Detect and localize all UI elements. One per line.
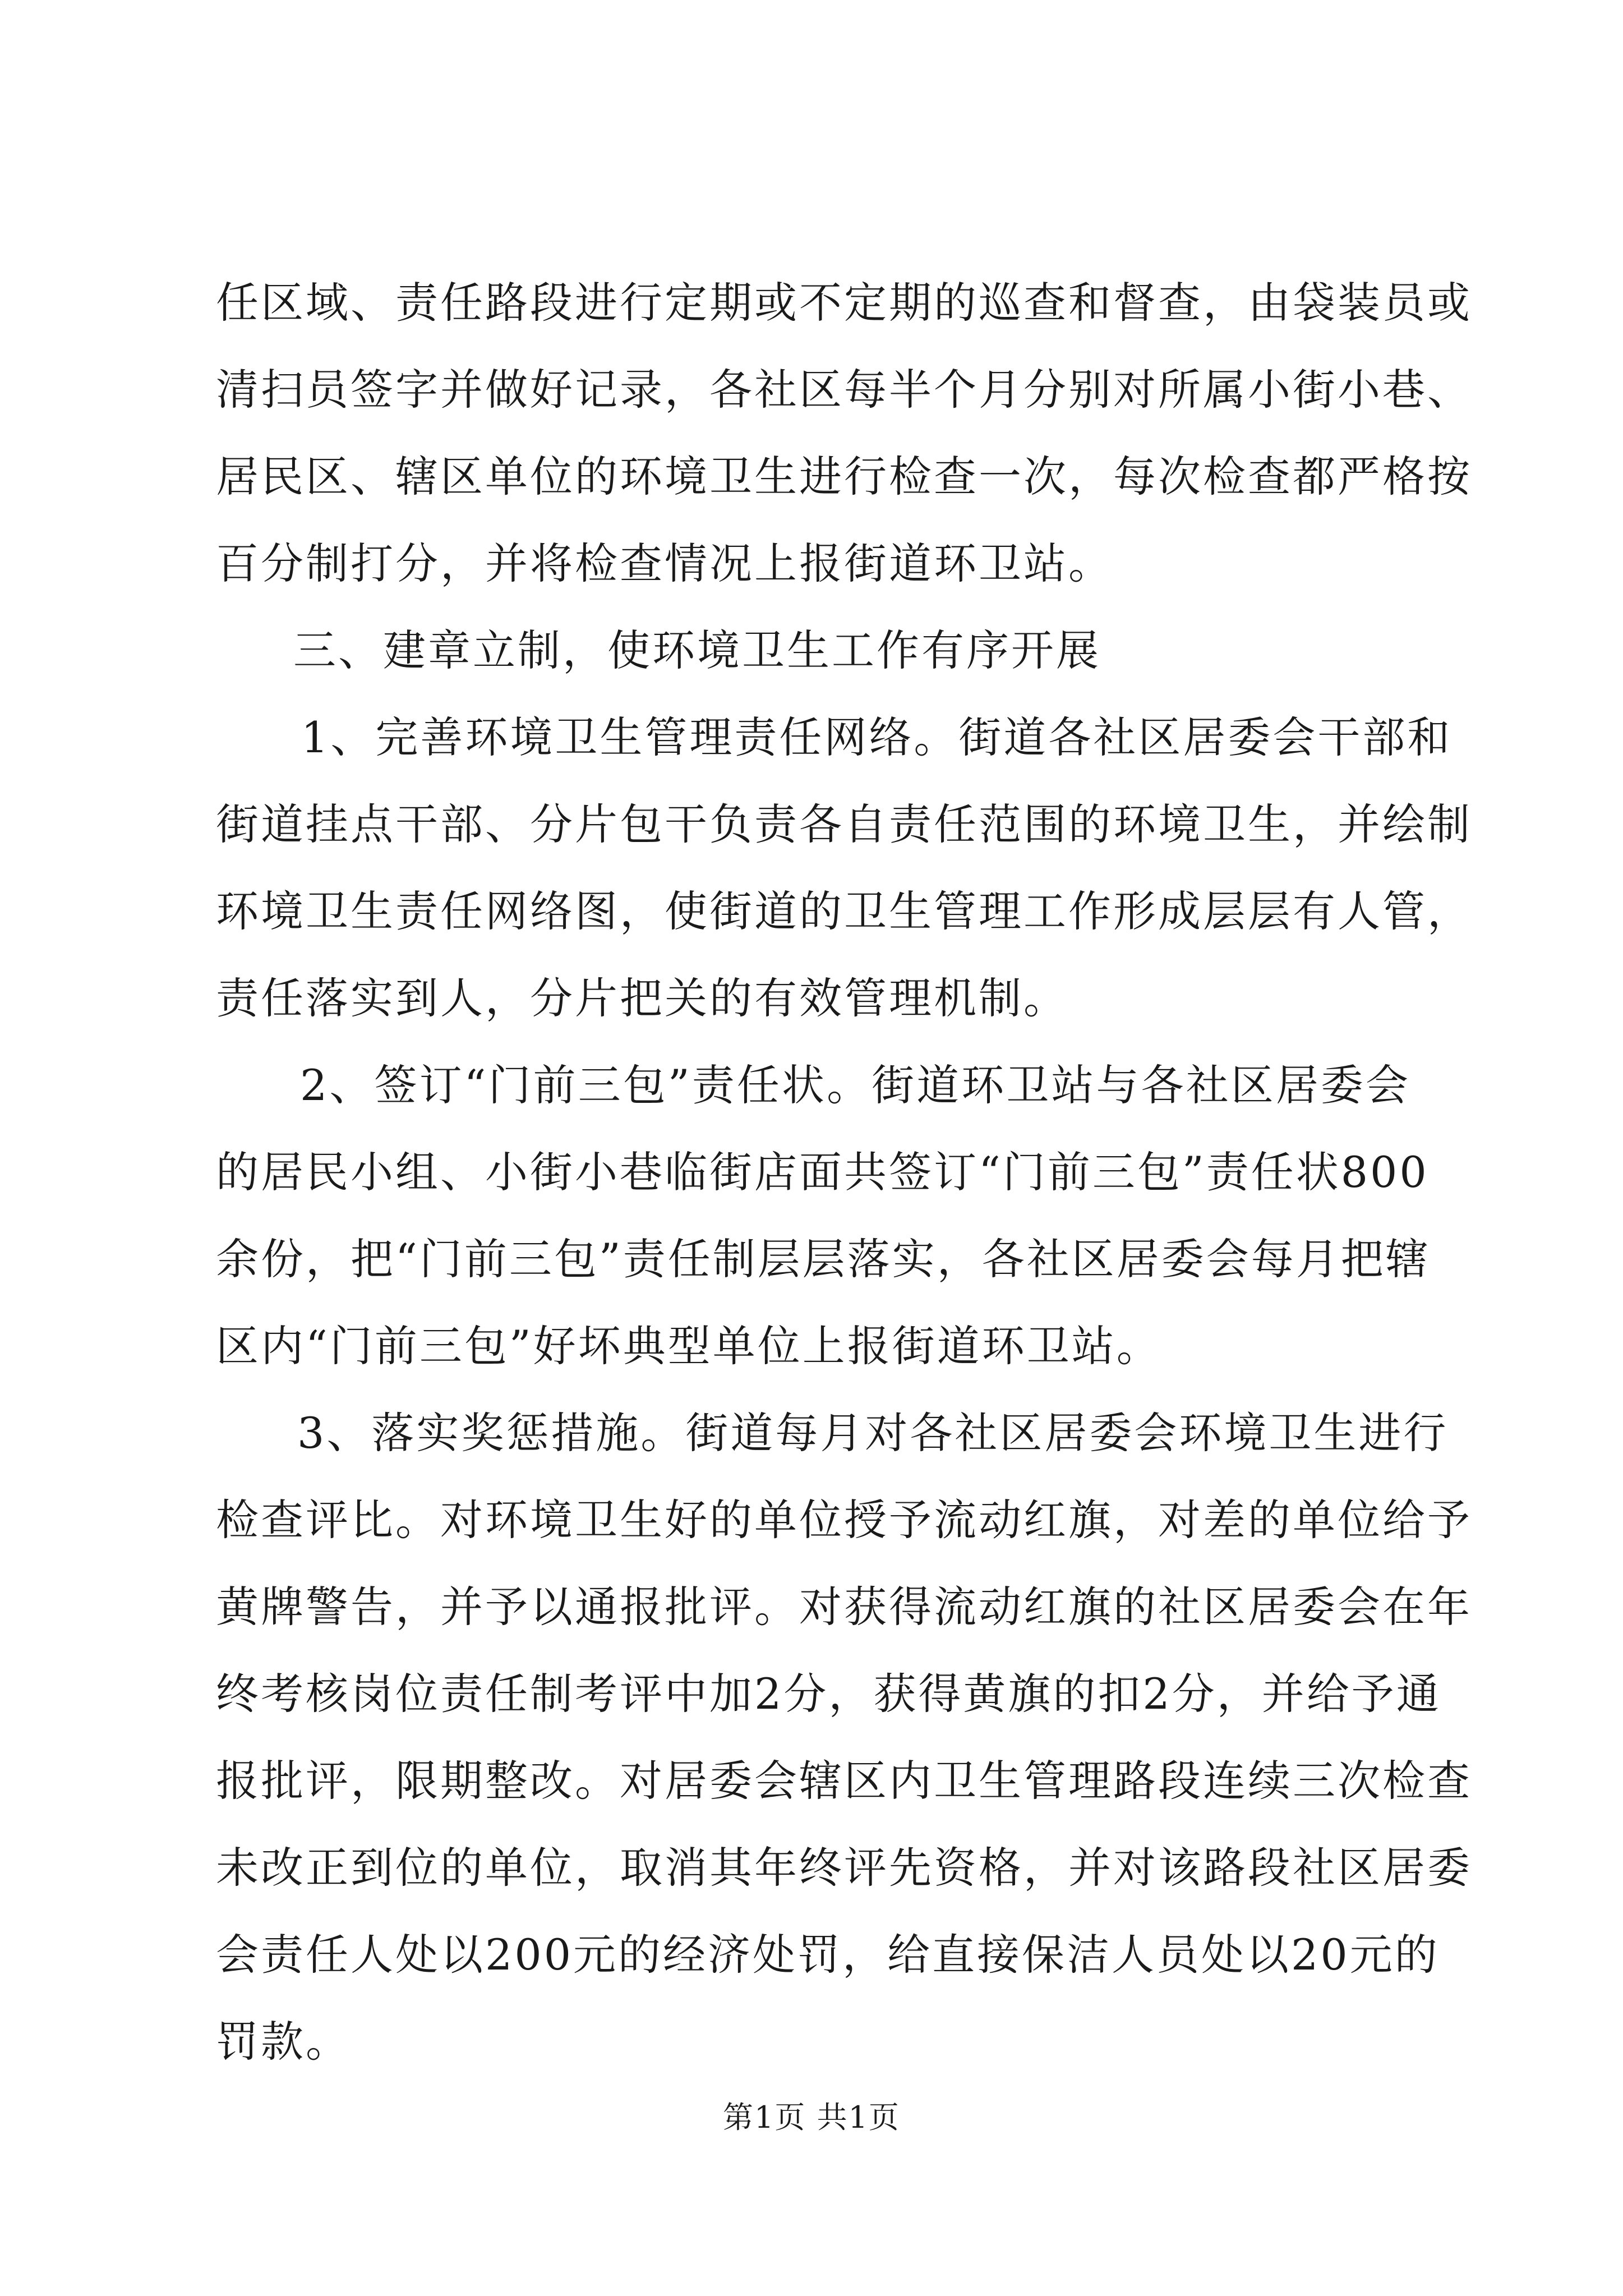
paragraph-start-line: 3、落实奖惩措施。街道每月对各社区居委会环境卫生进行 <box>297 1408 1449 1458</box>
text-line: 报批评，限期整改。对居委会辖区内卫生管理路段连续三次检查 <box>216 1756 1472 1806</box>
text-line: 检查评比。对环境卫生好的单位授予流动红旗，对差的单位给予 <box>216 1495 1472 1545</box>
paragraph-start-line: 2、签订“门前三包”责任状。街道环卫站与各社区居委会 <box>300 1060 1410 1110</box>
text-line: 的居民小组、小街小巷临街店面共签订“门前三包”责任状800 <box>216 1147 1429 1197</box>
text-line: 环境卫生责任网络图，使街道的卫生管理工作形成层层有人管， <box>216 886 1472 936</box>
text-line: 清扫员签字并做好记录，各社区每半个月分别对所属小街小巷、 <box>216 365 1472 415</box>
text-line: 街道挂点干部、分片包干负责各自责任范围的环境卫生，并绘制 <box>216 799 1472 849</box>
document-body <box>216 259 1472 2085</box>
text-line: 区内“门前三包”好坏典型单位上报街道环卫站。 <box>216 1321 1161 1371</box>
text-line: 未改正到位的单位，取消其年终评先资格，并对该路段社区居委 <box>216 1843 1472 1893</box>
page-footer: 第1页 共1页 <box>723 2100 900 2135</box>
paragraph-start-line: 1、完善环境卫生管理责任网络。街道各社区居委会干部和 <box>301 712 1453 762</box>
text-line: 责任落实到人，分片把关的有效管理机制。 <box>216 973 1068 1023</box>
text-line: 终考核岗位责任制考评中加2分，获得黄旗的扣2分，并给予通 <box>216 1669 1441 1719</box>
text-line: 罚款。 <box>216 2017 351 2067</box>
text-line: 余份，把“门前三包”责任制层层落实，各社区居委会每月把辖 <box>216 1234 1431 1284</box>
text-line: 黄牌警告，并予以通报批评。对获得流动红旗的社区居委会在年 <box>216 1582 1472 1632</box>
text-line: 百分制打分，并将检查情况上报街道环卫站。 <box>216 539 1113 588</box>
text-line: 居民区、辖区单位的环境卫生进行检查一次，每次检查都严格按 <box>216 452 1472 501</box>
section-heading: 三、建章立制，使环境卫生工作有序开展 <box>293 625 1101 675</box>
text-line: 任区域、责任路段进行定期或不定期的巡查和督查，由袋装员或 <box>216 278 1472 328</box>
text-line: 会责任人处以200元的经济处罚，给直接保洁人员处以20元的 <box>216 1930 1440 1980</box>
